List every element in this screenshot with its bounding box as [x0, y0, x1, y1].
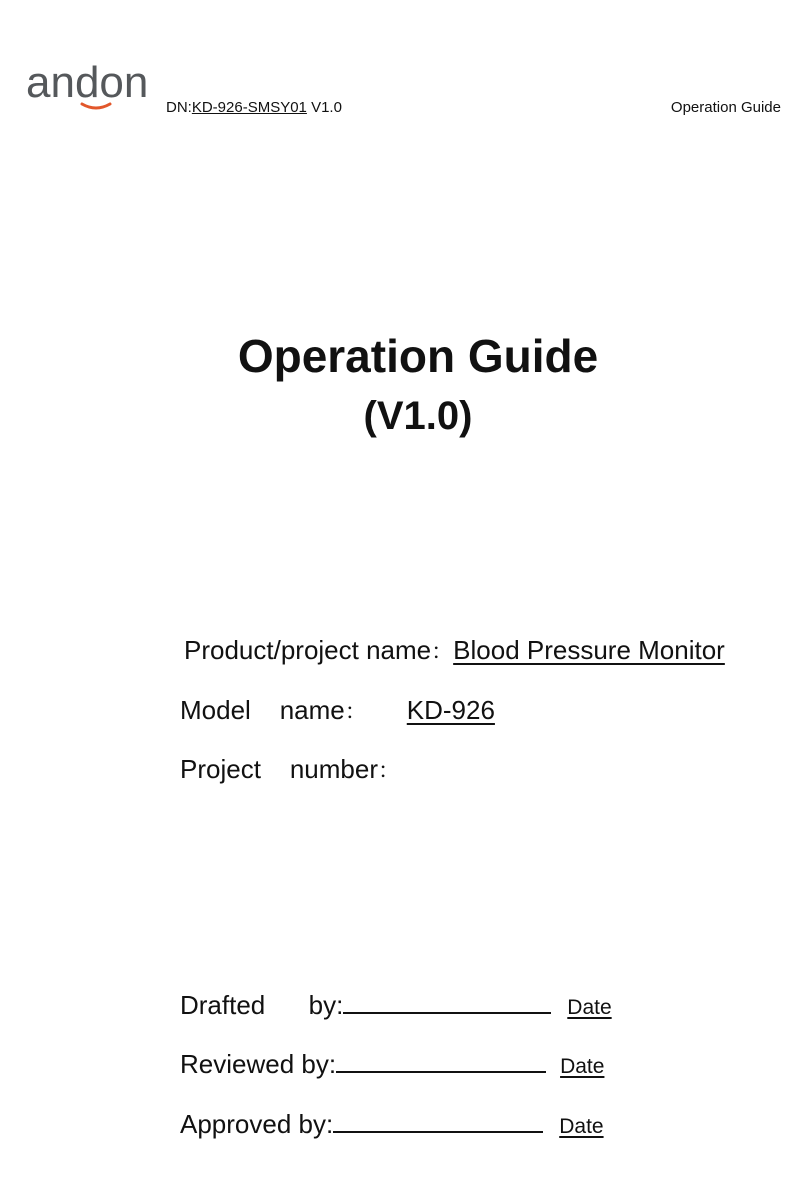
approved-date: Date	[559, 1115, 604, 1138]
approved-label: Approved by:	[180, 1109, 334, 1139]
product-name-row: Product/project name：Blood Pressure Monitor	[184, 635, 725, 665]
product-value: Blood Pressure Monitor	[453, 635, 725, 665]
model-name-row: Model name： KD-926	[180, 695, 495, 725]
model-value: KD-926	[406, 695, 495, 725]
project-label: Project number	[180, 754, 378, 784]
document-number: DN:KD-926-SMSY01 V1.0	[166, 99, 342, 116]
logo-text: andon	[26, 60, 149, 107]
approved-by-row	[180, 1108, 604, 1143]
project-number-row: Project number：	[180, 754, 400, 784]
header-doc-type: Operation Guide	[670, 99, 781, 116]
andon-logo	[26, 60, 166, 114]
reviewed-signature-line	[336, 1049, 546, 1073]
approved-signature-line	[333, 1109, 543, 1133]
reviewed-date: Date	[560, 1055, 605, 1078]
document-code: KD-926-SMSY01	[191, 99, 307, 116]
page-version: (V1.0)	[363, 394, 473, 438]
drafted-label: Drafted by:	[180, 990, 344, 1020]
product-label: Product/project name	[184, 635, 432, 665]
page-title: Operation Guide	[237, 330, 599, 382]
model-label: Model name	[180, 695, 345, 725]
drafted-date: Date	[567, 996, 612, 1019]
drafted-signature-line	[343, 990, 551, 1014]
drafted-by-row	[180, 989, 612, 1024]
reviewed-label: Reviewed by:	[180, 1049, 337, 1079]
reviewed-by-row	[180, 1048, 604, 1083]
